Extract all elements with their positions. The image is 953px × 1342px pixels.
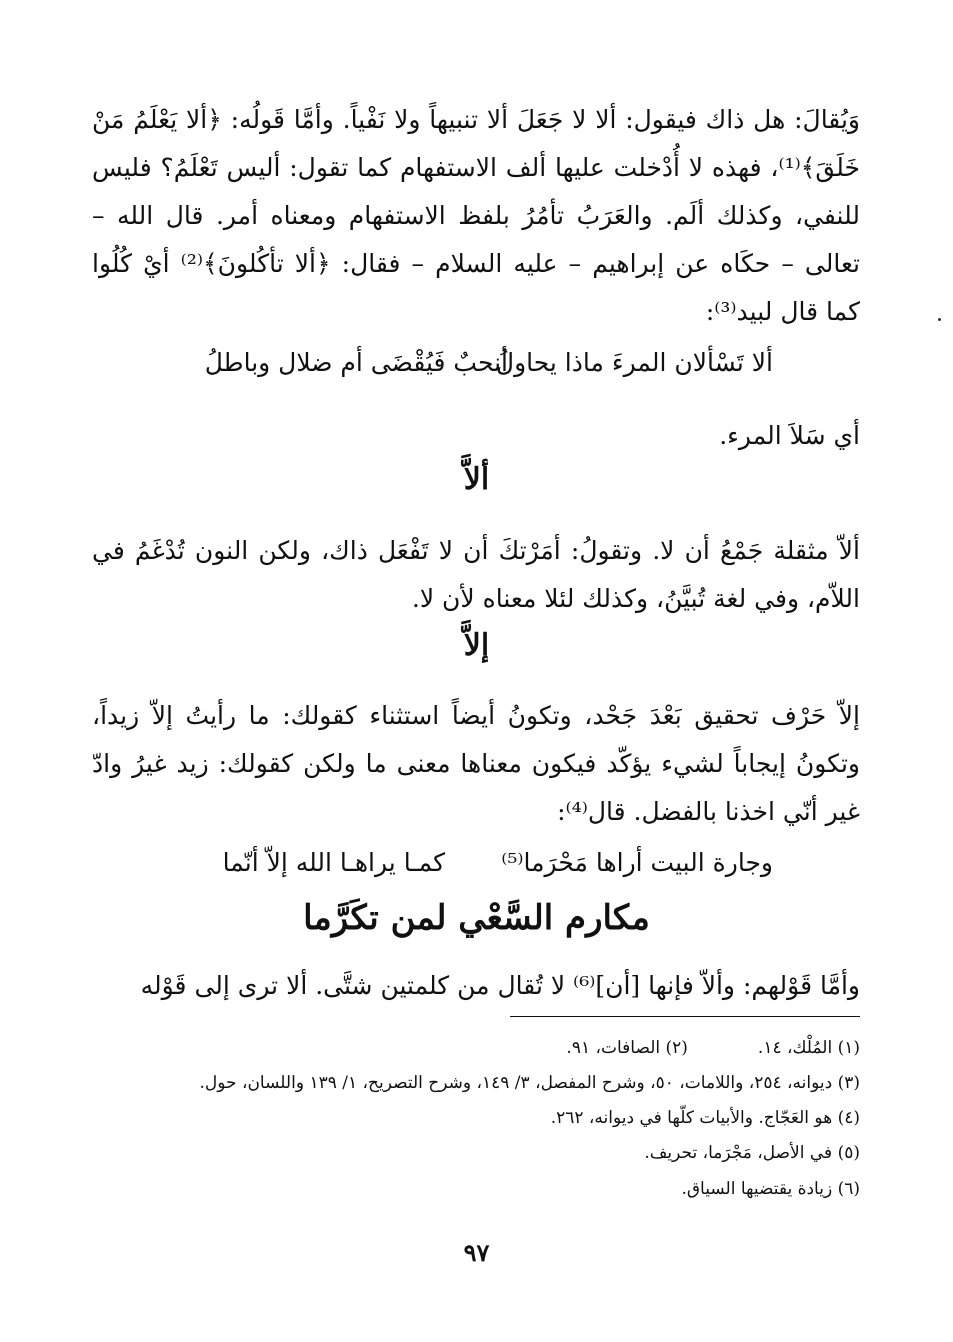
footnote-6: (٦) زيادة يقتضيها السياق. — [681, 1179, 860, 1199]
verse-line-heading: مكارم السَّعْي لمن تكَرَّما — [303, 898, 650, 938]
section-heading-alla: ألاَّ — [463, 462, 490, 497]
paragraph-alla-definition: ألاّ مثقلة جَمْعُ أن لا. وتقولُ: أمَرْتكَ أن لا تَفْعَل ذاك، ولكن النون تُدْغَمُ في اللاّم، وفي لغة تُبيَّنُ، وكذلك لئلا معناه لأن لا. — [92, 536, 860, 613]
verse-2-first-hemistich: وجارة البيت أراها مَحْرَما⁽⁵⁾ — [501, 848, 773, 877]
paragraph-illa-definition: إلاّ حَرْف تحقيق بَعْدَ جَحْد، وتكونُ أيضاً استثناء كقولك: ما رأيتُ إلاّ زيداً، وتكونُ إيجاباً لشيء يؤكّد فيكون معناها معنى ما ولكن كقولك: زيد غيرُ وادّ غير أنّي اخذنا بالفضل. قال⁽⁴⁾: — [92, 701, 860, 826]
page-number: ٩٧ — [463, 1238, 490, 1267]
footnote-4: (٤) هو العَجّاج. والأبيات كلّها في ديوانه، ٢٦٢. — [550, 1108, 860, 1128]
paragraph-verse-explanation: أي سَلاَ المرء. — [719, 421, 860, 450]
footnote-5: (٥) في الأصل، مَجْرَما، تحريف. — [644, 1143, 860, 1163]
footnote-line-1-2 — [90, 1037, 860, 1059]
verse-2-second-hemistich: كمـا يراهـا الله إلاّ أنّما — [222, 848, 445, 877]
scan-speck — [938, 318, 941, 321]
verse-1-first-hemistich: ألا تَسْألان المرءَ ماذا يحاولُ — [495, 348, 773, 377]
footnote-2: (٢) الصافات، ٩١. — [566, 1038, 688, 1058]
section-heading-illa: إلاَّ — [463, 628, 490, 663]
footnote-separator — [510, 1016, 860, 1017]
footnote-3: (٣) ديوانه، ٢٥٤، واللامات، ٥٠، وشرح المفصل، ٣/ ١٤٩، وشرح التصريح، ١/ ١٣٩ واللسان، حول. — [199, 1073, 860, 1093]
verse-1-second-hemistich: أنحبٌ فَيُقْضَى أم ضلال وباطلُ — [204, 348, 508, 377]
footnote-1: (١) المُلْك، ١٤. — [757, 1038, 860, 1058]
paragraph-ala-usage: وَيُقالَ: هل ذاك فيقول: ألا لا جَعَلَ ألا تنبيهاً ولا نَفْياً. وأمَّا قَولُه: ﴿ألا يَعْلَمُ مَنْ خَلَقَ﴾⁽¹⁾، فهذه لا أُدْخلت عليها ألف الاستفهام كما تقول: أليس تَعْلَمُ؟ فليس للنفي، وكذلك ألَم. والعَرَبُ تأمُرُ بلفظ الاستفهام ومعناه أمر. قال الله – تعالى – حكَاه عن إبراهيم – عليه السلام – فقال: ﴿ألا تأكُلونَ﴾⁽²⁾ أيْ كُلُوا كما قال لبيد⁽³⁾: — [92, 105, 860, 326]
paragraph-wa-alla: وأمَّا قَوْلهم: وألاّ فإنها [أن]⁽⁶⁾ لا تُقال من كلمتين شتَّى. ألا ترى إلى قَوْله — [140, 971, 860, 1000]
